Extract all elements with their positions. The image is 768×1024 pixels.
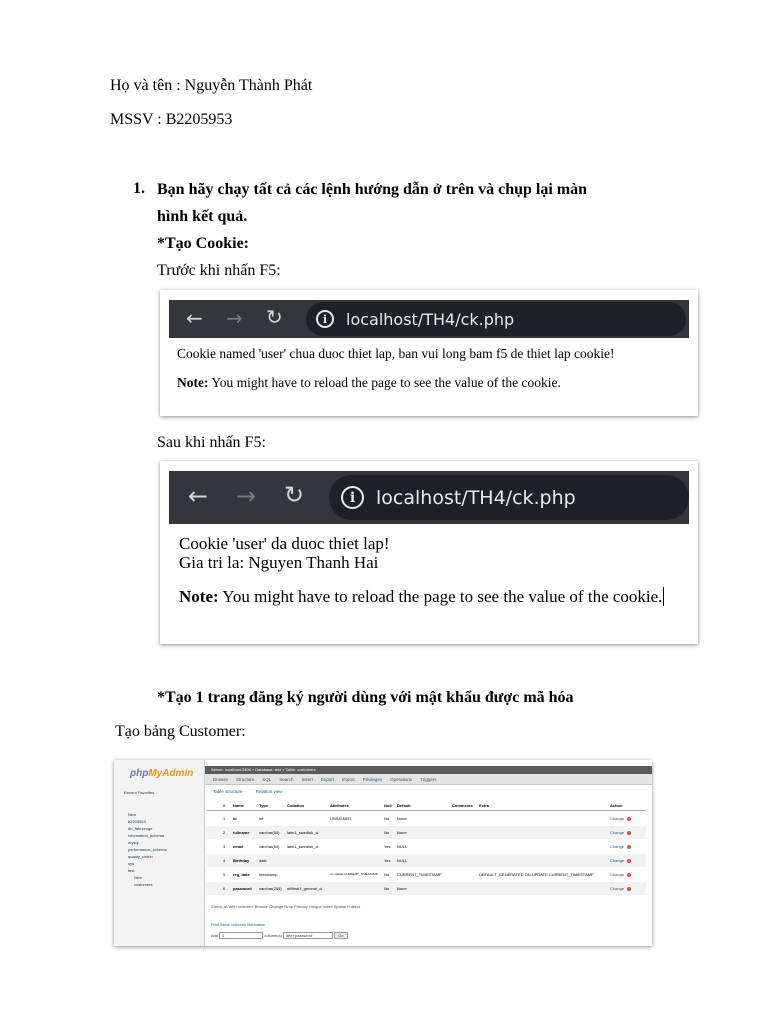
note-body: You might have to reload the page to see the value of the cookie.: [208, 375, 561, 390]
browser-screenshot-after: [160, 461, 698, 644]
address-url: localhost/TH4/ck.php: [346, 309, 515, 329]
student-id: MSSV : B2205953: [110, 111, 233, 128]
pma-db-item[interactable]: New: [134, 875, 143, 880]
back-arrow-icon[interactable]: ←: [188, 482, 209, 510]
pma-tab-search[interactable]: Search: [279, 776, 294, 782]
register-heading: *Tạo 1 trang đăng ký người dùng với mật khẩu được mã hóa: [157, 689, 574, 706]
pma-bulk-actions[interactable]: Check all With selected: Browse Change Drop Primary Unique Index Spatial Fulltext: [211, 904, 360, 909]
change-link[interactable]: Change: [610, 816, 625, 821]
pma-tab-operations[interactable]: Operations: [390, 776, 413, 782]
pma-main: [205, 760, 652, 946]
pma-db-item[interactable]: information_schema: [128, 833, 165, 838]
add-column-label: Add: [211, 933, 219, 938]
info-icon[interactable]: i: [316, 310, 334, 328]
pma-add-column-row: [211, 932, 348, 939]
question-text-line2: hình kết quả.: [157, 208, 248, 225]
note-label: Note:: [179, 587, 219, 606]
pma-db-item[interactable]: customers: [134, 882, 153, 887]
customer-table-label: Tạo bảng Customer:: [115, 723, 246, 740]
pma-tab-import[interactable]: Import: [341, 776, 355, 782]
change-link[interactable]: Change: [610, 872, 625, 877]
phpmyadmin-screenshot: [114, 760, 652, 946]
pma-menu: [205, 774, 652, 785]
pma-logo: phpMyAdmin: [130, 768, 194, 779]
address-bar[interactable]: [329, 475, 689, 520]
drop-icon[interactable]: [627, 817, 631, 821]
pma-print-actions[interactable]: Print Move columns Normalize: [211, 922, 266, 927]
back-arrow-icon[interactable]: ←: [186, 306, 203, 330]
add-column-unit: column(s): [264, 933, 282, 938]
pma-db-item[interactable]: performance_schema: [128, 847, 167, 852]
reload-icon[interactable]: ↻: [284, 481, 305, 509]
forward-arrow-icon[interactable]: →: [226, 306, 243, 330]
cookie-heading: *Tạo Cookie:: [157, 235, 249, 252]
change-link[interactable]: Change: [610, 858, 625, 863]
drop-icon[interactable]: [627, 831, 631, 835]
add-column-position[interactable]: after password: [283, 932, 333, 939]
table-header-row: # Name Type Collation Attributes Null Default Comments Extra Action: [207, 802, 646, 811]
pma-db-item[interactable]: quanly_chitrin: [128, 854, 153, 859]
pma-tab-privileges[interactable]: Privileges: [362, 776, 383, 782]
browser-toolbar: [169, 300, 689, 338]
note-text: [179, 587, 664, 607]
go-button[interactable]: Go: [334, 932, 347, 939]
pma-db-item[interactable]: New: [128, 812, 137, 817]
pma-sidebar: [114, 760, 205, 946]
change-link[interactable]: Change: [610, 844, 625, 849]
list-number: 1.: [133, 180, 145, 197]
change-link[interactable]: Change: [610, 886, 625, 891]
pma-subtabs: [213, 789, 283, 794]
browser-screenshot-before: [160, 290, 698, 416]
add-column-count[interactable]: 1: [219, 932, 263, 939]
pma-tab-triggers[interactable]: Triggers: [420, 776, 437, 782]
table-row: 6 password varchar(255) utf8mb3_general_ci No None Change: [207, 882, 646, 895]
pma-db-item[interactable]: b2205953: [128, 819, 146, 824]
pma-tab-export[interactable]: Export: [320, 776, 334, 782]
change-link[interactable]: Change: [610, 830, 625, 835]
reload-icon[interactable]: ↻: [266, 305, 283, 329]
pma-db-item[interactable]: mysql: [128, 840, 139, 845]
student-name: Họ và tên : Nguyễn Thành Phát: [110, 77, 313, 94]
pma-subtab-structure[interactable]: Table structure: [213, 789, 243, 794]
question-text-line1: Bạn hãy chạy tất cả các lệnh hướng dẫn ở trên và chụp lại màn: [157, 181, 588, 198]
pma-tab-structure[interactable]: Structure: [236, 776, 255, 782]
drop-icon[interactable]: [627, 859, 631, 863]
cookie-status-text: Cookie 'user' da duoc thiet lap!: [179, 534, 390, 553]
note-body: You might have to reload the page to see the value of the cookie.: [218, 587, 663, 606]
info-icon[interactable]: i: [341, 486, 364, 509]
pma-db-item[interactable]: test: [128, 868, 135, 873]
drop-icon[interactable]: [627, 845, 631, 849]
before-f5-label: Trước khi nhấn F5:: [157, 262, 281, 279]
pma-db-item[interactable]: sys: [128, 861, 134, 866]
after-f5-label: Sau khi nhấn F5:: [157, 434, 266, 451]
table-row: 2 fullname varchar(50) latin1_swedish_ci No None Change: [207, 826, 646, 839]
drop-icon[interactable]: [627, 873, 631, 877]
pma-subtab-relation[interactable]: Relation view: [255, 789, 283, 794]
pma-tab-browse[interactable]: Browse: [213, 776, 229, 782]
cookie-status-text: Cookie named 'user' chua duoc thiet lap, ban vui long bam f5 de thiet lap cookie!: [177, 346, 615, 361]
note-text: [177, 375, 561, 391]
note-label: Note:: [177, 375, 209, 390]
cookie-value-text: Gia tri la: Nguyen Thanh Hai: [179, 553, 379, 572]
browser-toolbar: [169, 471, 689, 524]
address-bar[interactable]: [306, 302, 686, 336]
forward-arrow-icon[interactable]: →: [236, 482, 257, 510]
table-row: 3 email varchar(50) latin1_swedish_ci Yes NULL Change: [207, 840, 646, 853]
pma-tab-sql[interactable]: SQL: [262, 776, 272, 782]
table-row: 1 id int UNSIGNED No None Change: [207, 812, 646, 825]
pma-tab-insert[interactable]: Insert: [301, 776, 313, 782]
address-url: localhost/TH4/ck.php: [376, 486, 576, 509]
pma-db-item[interactable]: db_fahrzeuge: [128, 826, 153, 831]
table-row: 4 Birthday date Yes NULL Change: [207, 854, 646, 867]
drop-icon[interactable]: [627, 887, 631, 891]
table-row: 5 reg_date timestamp on update CURRENT_TIMESTAMP No CURRENT_TIMESTAMP DEFAULT_GENERATED ON UPDATE CURRENT_TIMESTAMP Change: [207, 868, 646, 881]
pma-breadcrumb: Server: localhost:3306 » Database: test » Table: customers: [205, 766, 652, 774]
pma-side-tabs[interactable]: Recent Favorites: [124, 790, 155, 795]
